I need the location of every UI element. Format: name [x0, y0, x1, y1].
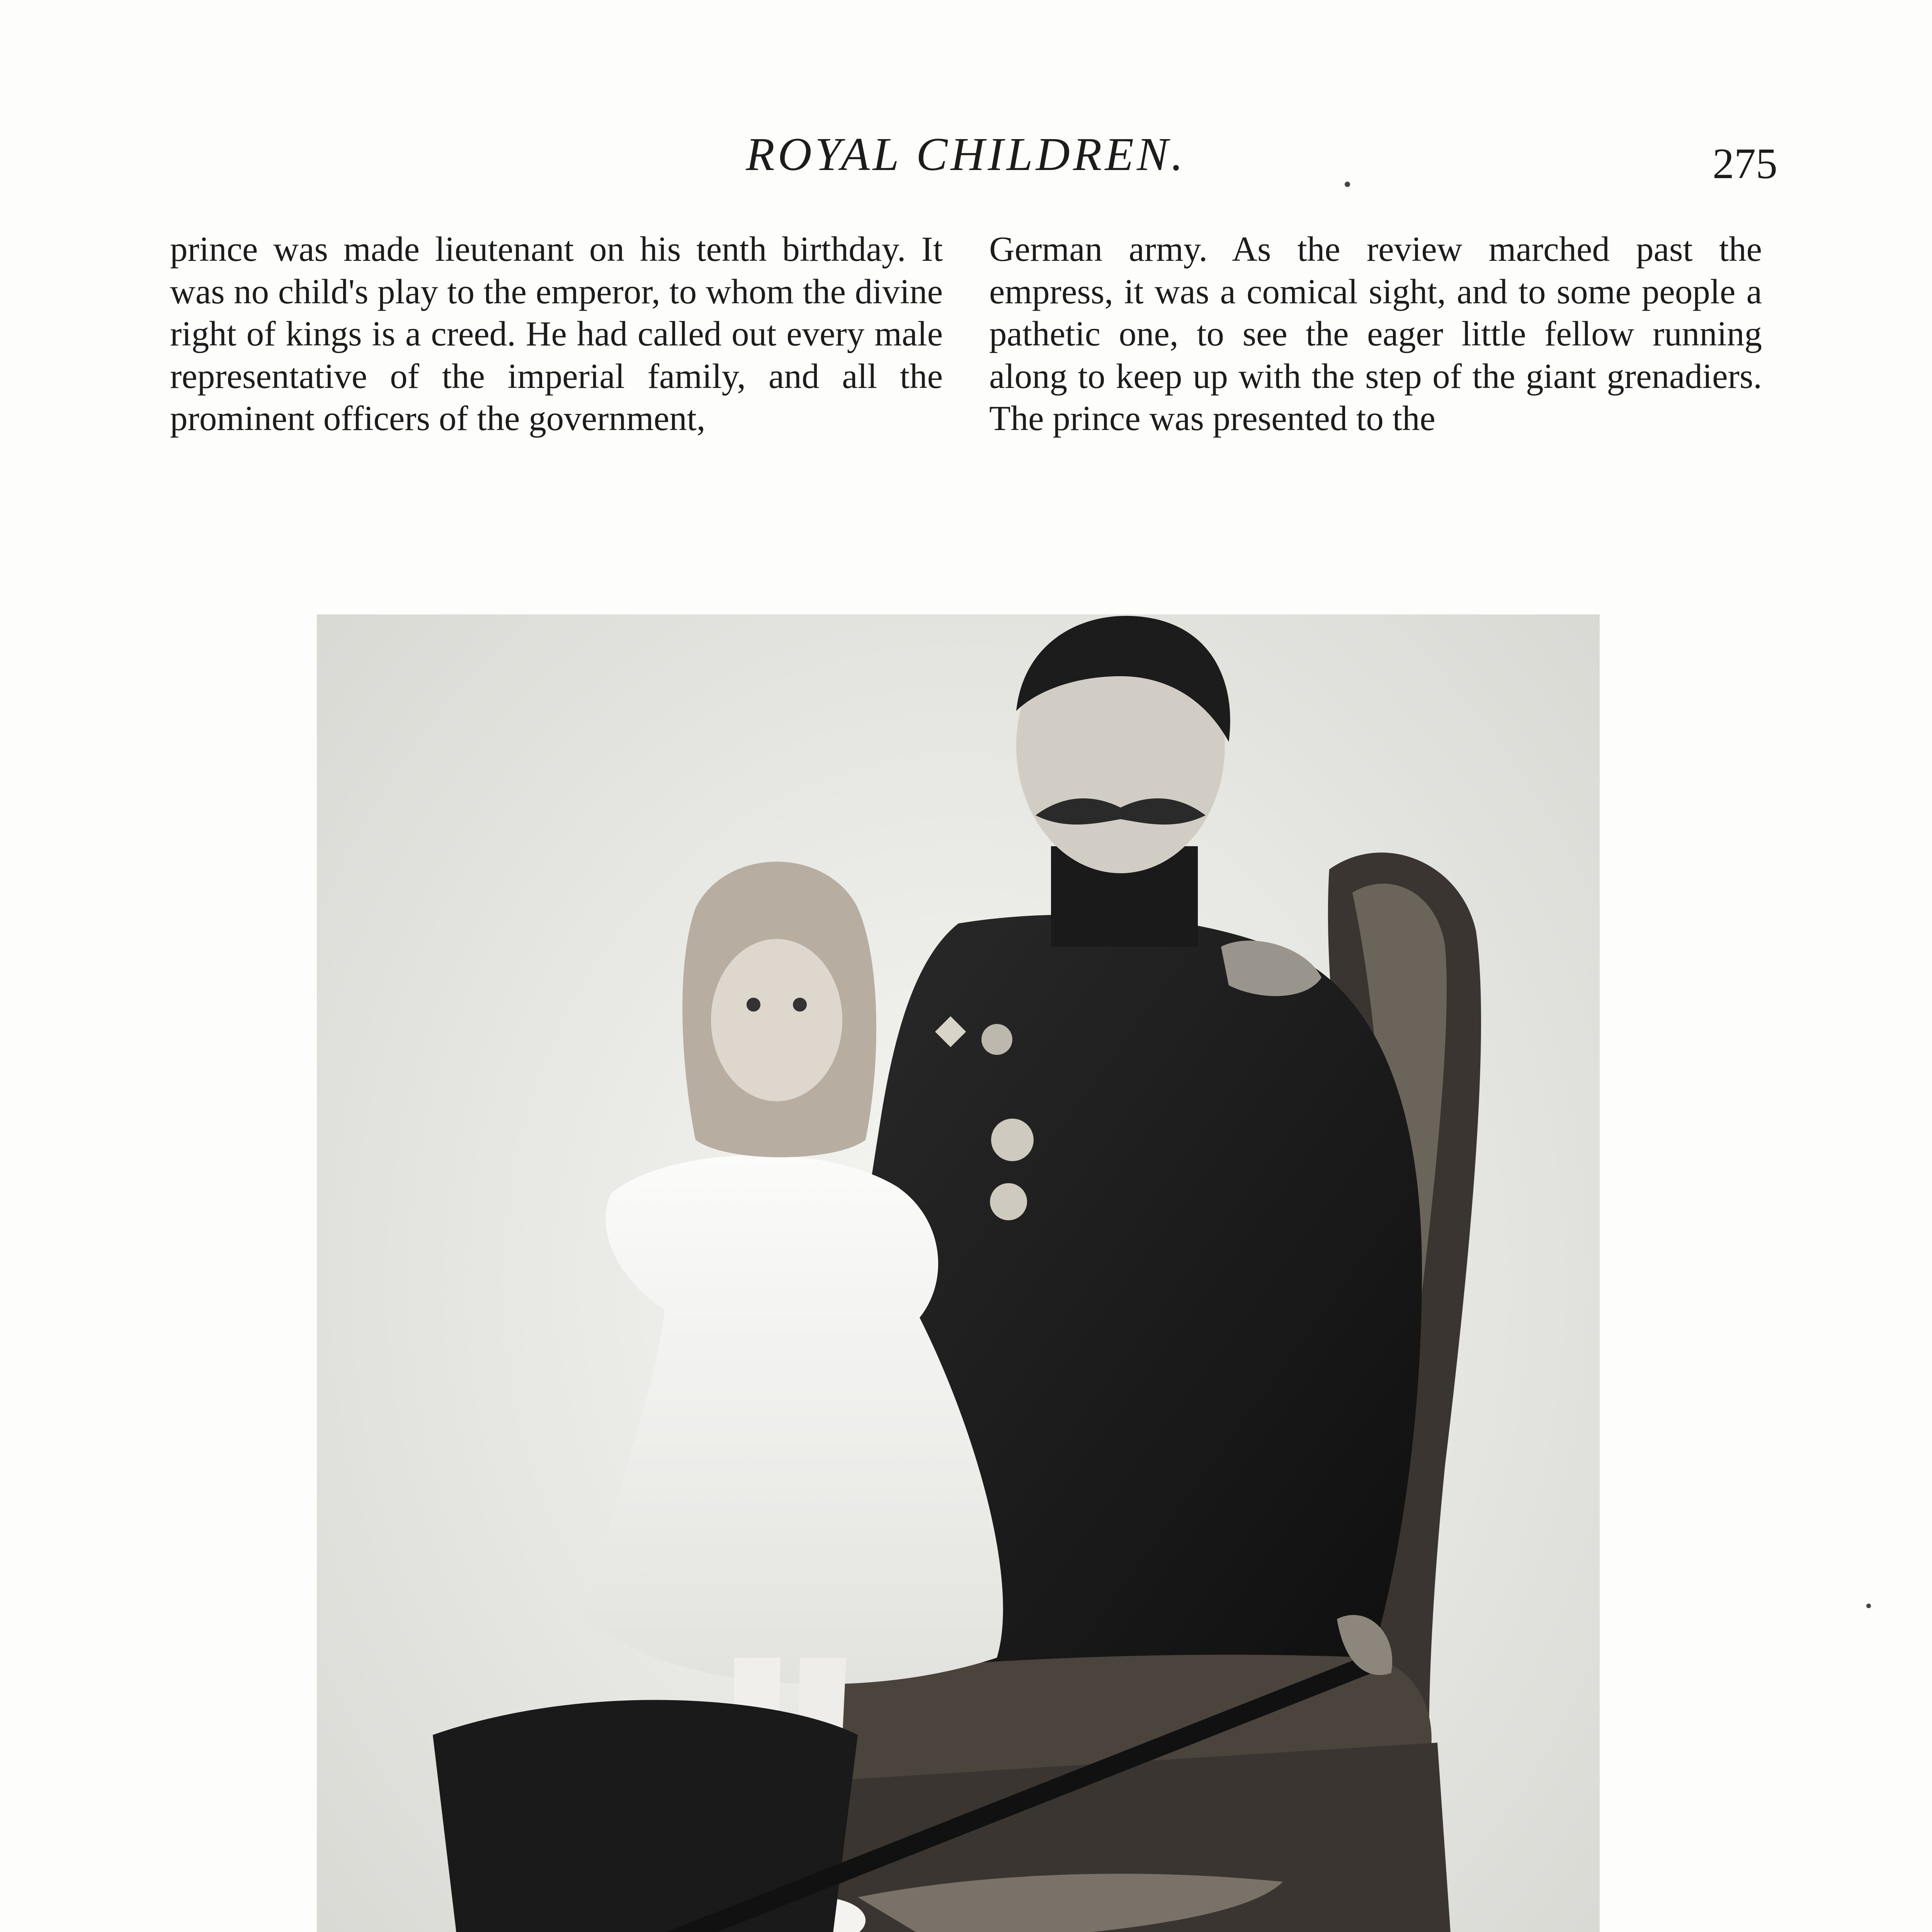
- paragraph: German army. As the review marched past the empress, it was a comical sight, and to some people a pathetic one, to see the eager little fellow running along to keep up with the step of the giant grenadiers. The prince was presented to the: [989, 230, 1762, 438]
- column-top-right: [989, 228, 1762, 440]
- paragraph: prince was made lieutenant on his tenth birthday. It was no child's play to the emperor, to whom the divine right of kings is a creed. He had called out every male representative of the imperial family, and all the prominent officers of the government,: [170, 230, 943, 438]
- column-top-left: [170, 228, 943, 440]
- running-head: [0, 128, 1932, 189]
- print-speck: [1345, 182, 1350, 187]
- portrait-photograph: [317, 614, 1600, 1932]
- print-speck: [1866, 1604, 1871, 1608]
- portrait-photograph-drawing: [317, 614, 1600, 1932]
- page-number: 275: [1713, 140, 1777, 188]
- running-title: ROYAL CHILDREN.: [746, 128, 1186, 180]
